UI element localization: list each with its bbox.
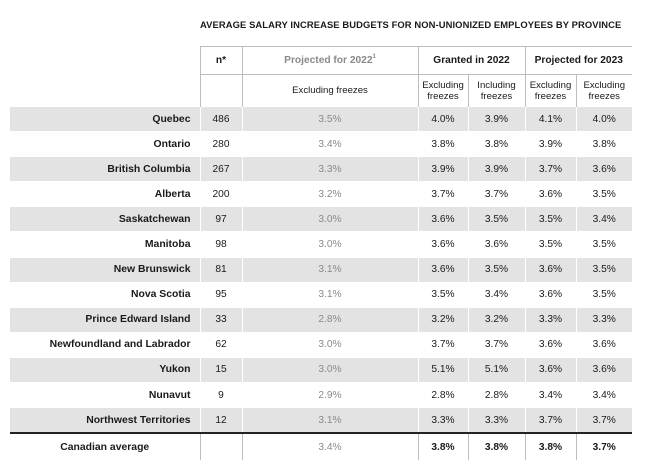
province-cell: Alberta [10,182,200,207]
average-label: Canadian average [10,433,200,460]
header-row-top [10,47,632,75]
granted-including-cell: 3.3% [468,408,525,434]
table-title: AVERAGE SALARY INCREASE BUDGETS FOR NON-UNIONIZED EMPLOYEES BY PROVINCE [200,19,640,30]
table-row [10,182,632,207]
table-row [10,307,632,332]
average-projected-2023-excluding: 3.8% [525,433,576,460]
projected-2023-including-cell: 3.4% [576,383,632,408]
granted-including-cell: 5.1% [468,357,525,382]
projected-2022-cell: 3.0% [242,332,418,357]
n-cell: 81 [200,257,242,282]
projected-2022-cell: 2.9% [242,383,418,408]
n-cell: 267 [200,157,242,182]
projected-2023-excluding-cell: 3.6% [525,182,576,207]
granted-excluding-cell: 3.5% [418,282,468,307]
n-cell: 200 [200,182,242,207]
province-cell: Nova Scotia [10,282,200,307]
province-cell: New Brunswick [10,257,200,282]
projected-2023-excluding-cell: 3.7% [525,157,576,182]
subheader-projected-including-2023: Excluding freezes [576,75,632,107]
province-cell: British Columbia [10,157,200,182]
n-cell: 486 [200,107,242,132]
subheader-blank [10,75,200,107]
projected-2023-including-cell: 3.4% [576,207,632,232]
granted-excluding-cell: 3.7% [418,182,468,207]
granted-including-cell: 3.6% [468,232,525,257]
projected-2023-excluding-cell: 3.4% [525,383,576,408]
granted-excluding-cell: 3.6% [418,207,468,232]
n-cell: 33 [200,307,242,332]
projected-2023-excluding-cell: 3.7% [525,408,576,434]
projected-2022-cell: 3.5% [242,107,418,132]
projected-2023-including-cell: 3.3% [576,307,632,332]
n-cell: 95 [200,282,242,307]
table-row [10,157,632,182]
province-cell: Manitoba [10,232,200,257]
subheader-n-blank [200,75,242,107]
projected-2023-excluding-cell: 3.5% [525,207,576,232]
projected-2022-cell: 3.0% [242,357,418,382]
n-cell: 62 [200,332,242,357]
average-granted-including: 3.8% [468,433,525,460]
n-cell: 280 [200,132,242,157]
table-row [10,357,632,382]
projected-2022-cell: 2.8% [242,307,418,332]
province-cell: Northwest Territories [10,408,200,434]
projected-2022-cell: 3.0% [242,207,418,232]
n-cell: 98 [200,232,242,257]
projected-2023-excluding-cell: 3.9% [525,132,576,157]
table-row [10,132,632,157]
granted-excluding-cell: 4.0% [418,107,468,132]
granted-excluding-cell: 3.9% [418,157,468,182]
header-n: n* [200,47,242,75]
projected-2023-excluding-cell: 3.6% [525,332,576,357]
province-cell: Nunavut [10,383,200,408]
province-cell: Yukon [10,357,200,382]
average-projected-2022: 3.4% [242,433,418,460]
header-projected-2023: Projected for 2023 [525,47,632,75]
n-cell: 97 [200,207,242,232]
projected-2022-cell: 3.1% [242,257,418,282]
projected-2022-cell: 3.1% [242,282,418,307]
granted-including-cell: 3.7% [468,332,525,357]
projected-2023-including-cell: 3.8% [576,132,632,157]
projected-2023-including-cell: 3.5% [576,232,632,257]
projected-2023-including-cell: 3.5% [576,182,632,207]
table-row [10,282,632,307]
projected-2023-excluding-cell: 3.5% [525,232,576,257]
n-cell: 9 [200,383,242,408]
header-granted-2022: Granted in 2022 [418,47,525,75]
granted-excluding-cell: 5.1% [418,357,468,382]
projected-2023-including-cell: 3.5% [576,282,632,307]
subheader-granted-excluding: Excluding freezes [418,75,468,107]
granted-excluding-cell: 3.3% [418,408,468,434]
average-row [10,433,632,460]
projected-2023-excluding-cell: 3.6% [525,357,576,382]
subheader-projected-excluding-2023: Excluding freezes [525,75,576,107]
province-cell: Quebec [10,107,200,132]
table-row [10,107,632,132]
average-projected-2023-including: 3.7% [576,433,632,460]
projected-2022-cell: 3.0% [242,232,418,257]
granted-including-cell: 3.9% [468,107,525,132]
province-cell: Saskatchewan [10,207,200,232]
header-blank [10,47,200,75]
projected-2023-including-cell: 3.6% [576,357,632,382]
granted-including-cell: 3.5% [468,207,525,232]
table-row [10,207,632,232]
granted-excluding-cell: 3.6% [418,232,468,257]
salary-table [10,46,632,460]
table-body [10,107,632,460]
projected-2023-excluding-cell: 3.6% [525,257,576,282]
province-cell: Ontario [10,132,200,157]
subheader-projected-excluding: Excluding freezes [242,75,418,107]
table-row [10,332,632,357]
table-row [10,408,632,434]
granted-including-cell: 3.7% [468,182,525,207]
projected-2022-cell: 3.4% [242,132,418,157]
projected-2022-cell: 3.2% [242,182,418,207]
table-row [10,232,632,257]
table-row [10,383,632,408]
footnote-marker: 1 [373,54,376,60]
projected-2023-including-cell: 4.0% [576,107,632,132]
granted-excluding-cell: 3.2% [418,307,468,332]
average-n-blank [200,433,242,460]
table-row [10,257,632,282]
projected-2023-excluding-cell: 3.6% [525,282,576,307]
granted-excluding-cell: 3.7% [418,332,468,357]
granted-excluding-cell: 3.6% [418,257,468,282]
granted-including-cell: 3.9% [468,157,525,182]
average-granted-excluding: 3.8% [418,433,468,460]
projected-2023-excluding-cell: 4.1% [525,107,576,132]
granted-excluding-cell: 3.8% [418,132,468,157]
granted-including-cell: 3.8% [468,132,525,157]
granted-including-cell: 2.8% [468,383,525,408]
granted-including-cell: 3.2% [468,307,525,332]
province-cell: Prince Edward Island [10,307,200,332]
granted-including-cell: 3.5% [468,257,525,282]
projected-2023-including-cell: 3.7% [576,408,632,434]
province-cell: Newfoundland and Labrador [10,332,200,357]
header-row-sub [10,75,632,107]
projected-2023-excluding-cell: 3.3% [525,307,576,332]
n-cell: 12 [200,408,242,434]
projected-2023-including-cell: 3.6% [576,332,632,357]
projected-2023-including-cell: 3.5% [576,257,632,282]
granted-including-cell: 3.4% [468,282,525,307]
projected-2022-cell: 3.1% [242,408,418,434]
subheader-granted-including: Including freezes [468,75,525,107]
header-projected-2022: Projected for 2022$^1$ [242,47,418,75]
granted-excluding-cell: 2.8% [418,383,468,408]
n-cell: 15 [200,357,242,382]
projected-2023-including-cell: 3.6% [576,157,632,182]
projected-2022-cell: 3.3% [242,157,418,182]
